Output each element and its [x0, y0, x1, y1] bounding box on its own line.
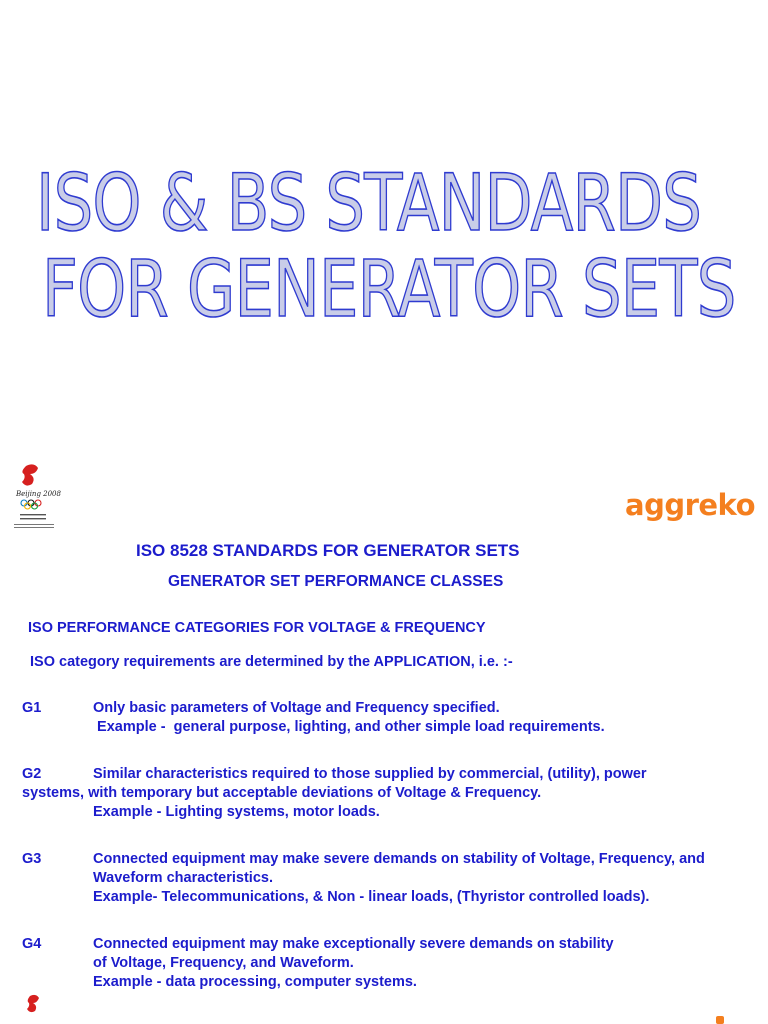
document-heading: ISO 8528 STANDARDS FOR GENERATOR SETS: [136, 541, 520, 560]
g2-line1: Similar characteristics required to those supplied by commercial, (utility), power: [93, 766, 647, 782]
g1-code: G1: [22, 700, 42, 716]
g4-line1: Connected equipment may make exceptionally severe demands on stability: [93, 936, 614, 952]
aggreko-logo-footer-fragment: [716, 1016, 724, 1024]
g3-line3: Example- Telecommunications, & Non - linear loads, (Thyristor controlled loads).: [93, 889, 650, 905]
beijing-2008-logo-footer: [22, 994, 46, 1024]
beijing-2008-logo: [12, 462, 61, 534]
g4-code: G4: [22, 936, 42, 952]
g3-code: G3: [22, 851, 42, 867]
g2-line2: systems, with temporary but acceptable deviations of Voltage & Frequency.: [22, 785, 542, 801]
g4-line2: of Voltage, Frequency, and Waveform.: [93, 955, 354, 971]
document-subheading: GENERATOR SET PERFORMANCE CLASSES: [168, 573, 504, 590]
g3-line1: Connected equipment may make severe demands on stability of Voltage, Frequency, and: [93, 851, 705, 867]
g1-line1: Only basic parameters of Voltage and Frequency specified.: [93, 700, 500, 716]
aggreko-logo: aggreko: [625, 488, 755, 522]
g4-line3: Example - data processing, computer systems.: [93, 974, 417, 990]
svg-text:Beijing 2008: Beijing 2008: [16, 490, 61, 498]
slide-title-line2: FOR GENERATOR SETS: [42, 245, 736, 335]
g2-code: G2: [22, 766, 42, 782]
g2-line3: Example - Lighting systems, motor loads.: [93, 804, 380, 820]
g1-line2: Example - general purpose, lighting, and other simple load requirements.: [93, 719, 605, 735]
slide-title-line1: ISO & BS STANDARDS: [36, 159, 702, 249]
intro-text: ISO category requirements are determined by the APPLICATION, i.e. :-: [30, 654, 513, 670]
section-title: ISO PERFORMANCE CATEGORIES FOR VOLTAGE & FREQUENCY: [28, 620, 486, 636]
g3-line2: Waveform characteristics.: [93, 870, 273, 886]
